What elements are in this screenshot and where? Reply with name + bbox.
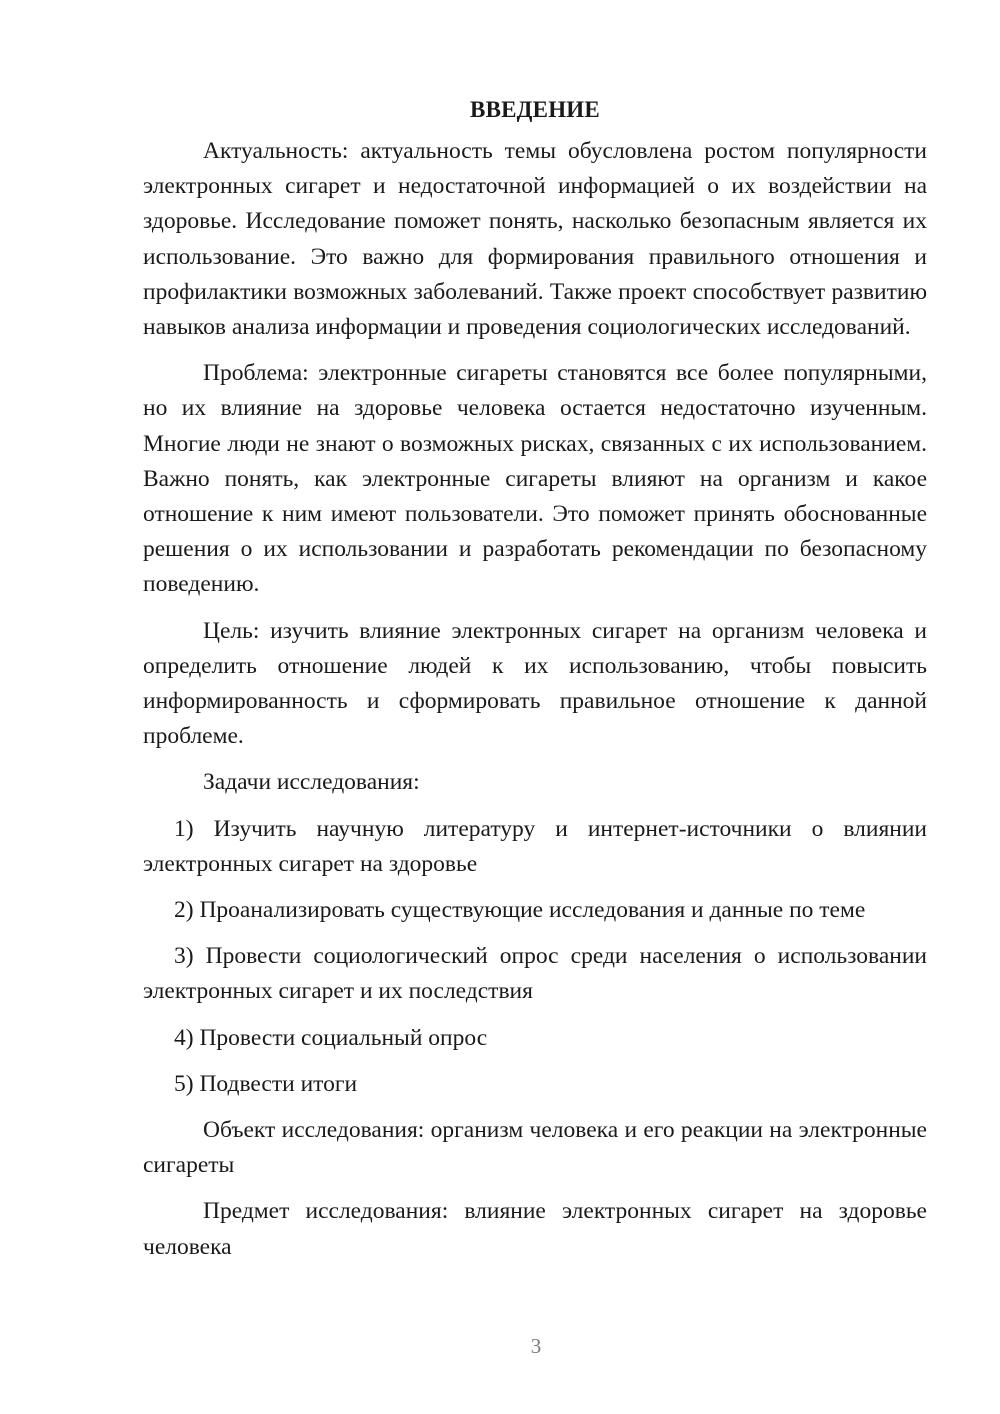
- section-title: ВВЕДЕНИЕ: [470, 97, 600, 122]
- task-item: 2) Проанализировать существующие исследования и данные по теме: [174, 897, 866, 924]
- page-number: 3: [530, 1334, 542, 1358]
- task-item: 1) Изучить научную литературу и интернет-источники о влиянии электронных сигарет на здоровье: [143, 815, 927, 877]
- task-item: 3) Провести социологический опрос среди населения о использовании электронных сигарет и их последствия: [143, 943, 927, 1005]
- goal-paragraph: Цель: изучить влияние электронных сигарет на организм человека и определить отношение людей к их использованию, чтобы повысить информированность и сформировать правильное отношение к данной проблеме.: [143, 617, 927, 750]
- research-object-paragraph: Объект исследования: организм человека и его реакции на электронные сигареты: [143, 1117, 927, 1179]
- problem-paragraph: Проблема: электронные сигареты становятся все более популярными, но их влияние на здоровье человека остается недостаточно изученным. Многие люди не знают о возможных рисках, связанных с их использованием. Важно понять, как электронные сигареты влияют на организм и какое отношение к ним имеют пользователи. Это поможет принять обоснованные решения о их использовании и разработать рекомендации по безопасному поведению.: [143, 360, 927, 598]
- relevance-paragraph: Актуальность: актуальность темы обусловлена ростом популярности электронных сигарет и недостаточной информацией о их воздействии на здоровье. Исследование поможет понять, насколько безопасным является их использование. Это важно для формирования правильного отношения и профилактики возможных заболеваний. Также проект способствует развитию навыков анализа информации и проведения социологических исследований.: [143, 138, 927, 341]
- page-content: [143, 88, 927, 1265]
- tasks-heading: Задачи исследования:: [203, 769, 420, 796]
- research-subject-paragraph: Предмет исследования: влияние электронных сигарет на здоровье человека: [143, 1198, 927, 1260]
- task-item: 4) Провести социальный опрос: [174, 1024, 488, 1051]
- task-item: 5) Подвести итоги: [174, 1070, 358, 1097]
- tasks-list: [143, 812, 927, 1102]
